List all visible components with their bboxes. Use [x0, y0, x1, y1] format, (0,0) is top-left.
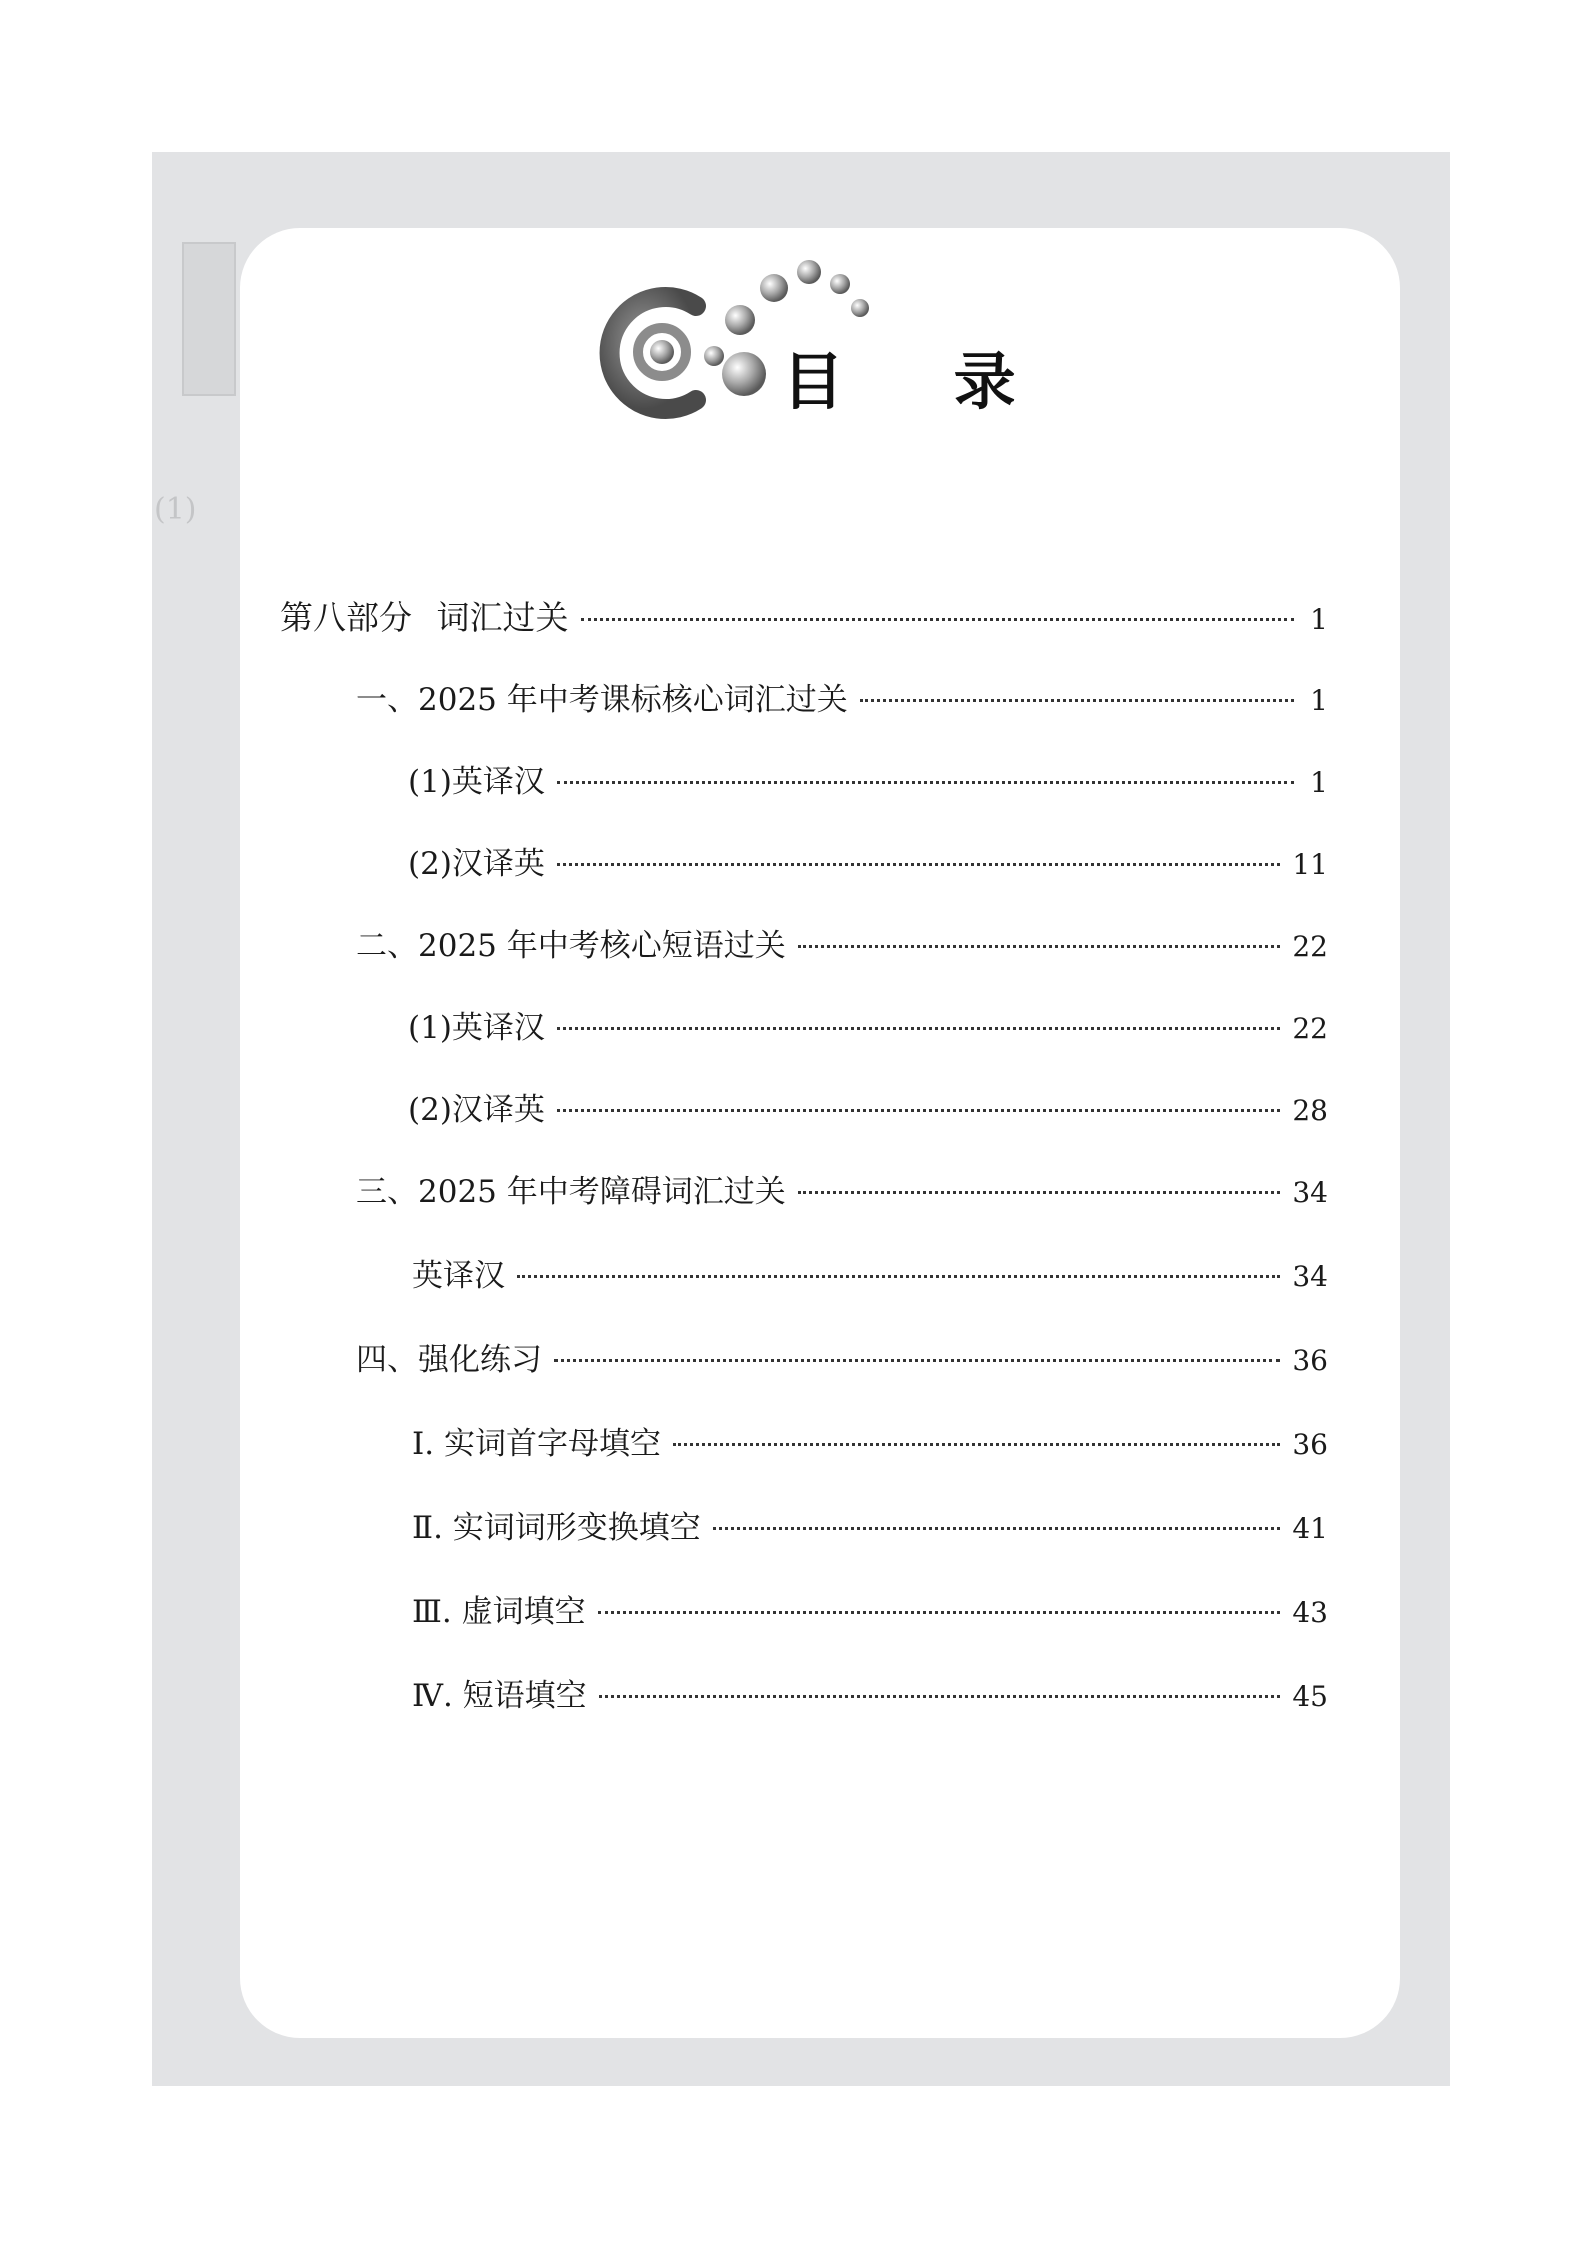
- toc-leader-dots: [673, 1443, 1280, 1446]
- toc-leader-dots: [599, 1695, 1281, 1698]
- toc-entry-page: 36: [1292, 1428, 1328, 1461]
- toc-entry-subsection[interactable]: [412, 1502, 1328, 1546]
- toc-entry-label: 英译汉: [412, 1258, 505, 1294]
- toc-leader-dots: [598, 1611, 1281, 1614]
- toc-entry-label: (1)英译汉: [408, 1010, 545, 1046]
- toc-leader-dots: [557, 1109, 1280, 1112]
- toc-entry-page: 45: [1292, 1680, 1328, 1713]
- toc-leader-dots: [557, 1027, 1280, 1030]
- toc-entry-label: (2)汉译英: [408, 846, 545, 882]
- toc-entry-page: 22: [1292, 1012, 1328, 1045]
- toc-leader-dots: [581, 618, 1295, 621]
- toc-entry-subsection[interactable]: [408, 1002, 1328, 1046]
- toc-entry-page: 1: [1310, 766, 1328, 799]
- toc-entry-page: 36: [1292, 1344, 1328, 1377]
- toc-entry-label: (2)汉译英: [408, 1092, 545, 1128]
- toc-entry-label: Ⅰ. 实词首字母填空: [412, 1426, 661, 1462]
- toc-entry-part[interactable]: [280, 592, 1328, 636]
- toc-entry-page: 1: [1310, 684, 1328, 717]
- toc-leader-dots: [554, 1359, 1280, 1362]
- toc-entry-section[interactable]: [356, 1334, 1328, 1378]
- toc-leader-dots: [713, 1527, 1281, 1530]
- toc-entry-page: 1: [1310, 603, 1328, 636]
- toc-entry-label: 一、2025 年中考课标核心词汇过关: [356, 682, 848, 718]
- page-title: 目 录: [782, 345, 1060, 418]
- toc-entry-page: 43: [1292, 1596, 1328, 1629]
- toc-leader-dots: [798, 945, 1281, 948]
- toc-entry-subsection[interactable]: [408, 838, 1328, 882]
- toc-entry-label: 三、2025 年中考障碍词汇过关: [356, 1174, 786, 1210]
- toc-leader-dots: [557, 781, 1294, 784]
- toc-entry-page: 28: [1292, 1094, 1328, 1127]
- toc-entry-label: (1)英译汉: [408, 764, 545, 800]
- toc-entry-page: 34: [1292, 1260, 1328, 1293]
- toc-leader-dots: [517, 1275, 1280, 1278]
- toc-entry-page: 34: [1292, 1176, 1328, 1209]
- toc-entry-label: Ⅱ. 实词词形变换填空: [412, 1510, 701, 1546]
- toc-entry-page: 41: [1292, 1512, 1328, 1545]
- toc-leader-dots: [557, 863, 1280, 866]
- toc-entry-subsection[interactable]: [412, 1586, 1328, 1630]
- toc-entry-section[interactable]: [356, 674, 1328, 718]
- toc-entry-subsection[interactable]: [412, 1670, 1328, 1714]
- toc-entry-label: Ⅲ. 虚词填空: [412, 1594, 586, 1630]
- toc-entry-subsection[interactable]: [412, 1418, 1328, 1462]
- toc-leader-dots: [798, 1191, 1281, 1194]
- toc-entry-label: 第八部分 词汇过关: [280, 598, 569, 637]
- toc-leader-dots: [860, 699, 1294, 702]
- toc-entry-subsection[interactable]: [408, 1084, 1328, 1128]
- toc-entry-page: 22: [1292, 930, 1328, 963]
- toc-entry-label: Ⅳ. 短语填空: [412, 1678, 587, 1714]
- toc-entry-subsection[interactable]: [408, 756, 1328, 800]
- toc-entry-subsection[interactable]: [412, 1250, 1328, 1294]
- bleed-through-mark: (1): [154, 492, 197, 527]
- toc-entry-section[interactable]: [356, 1166, 1328, 1210]
- toc-entry-label: 四、强化练习: [356, 1342, 542, 1378]
- toc-entry-page: 11: [1292, 848, 1328, 881]
- toc-entry-label: 二、2025 年中考核心短语过关: [356, 928, 786, 964]
- toc-entry-section[interactable]: [356, 920, 1328, 964]
